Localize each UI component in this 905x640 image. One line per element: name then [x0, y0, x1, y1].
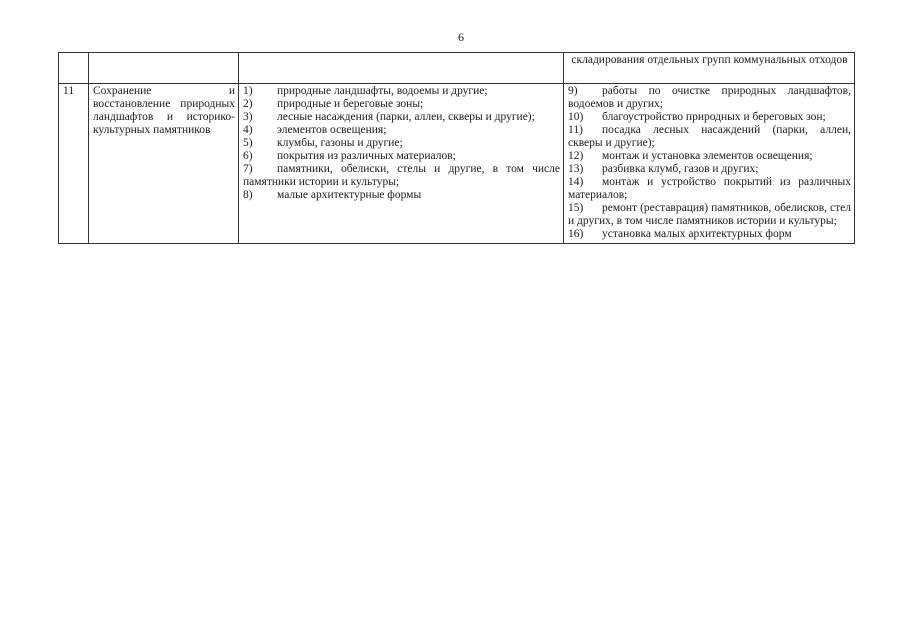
continuation-cell: складирования отдельных групп коммунальных отходов: [564, 53, 855, 84]
list-item: 2) природные и береговые зоны;: [243, 98, 424, 110]
list-item: 9) работы по очистке природных ландшафтов, водоемов и других;: [568, 85, 851, 110]
empty-cell: [59, 53, 89, 84]
row-number: 11: [59, 84, 89, 244]
empty-cell: [89, 53, 239, 84]
page-number: 6: [458, 30, 464, 44]
list-item: 11) посадка лесных насаждений (парки, аллеи, скверы и другие);: [568, 124, 851, 149]
continuation-row: [59, 53, 855, 84]
list-item: 10) благоустройство природных и береговых зон;: [568, 111, 826, 123]
list-item: 5) клумбы, газоны и другие;: [243, 137, 403, 149]
objects-cell: [239, 84, 564, 244]
list-item: 6) покрытия из различных материалов;: [243, 150, 456, 162]
list-item: 12) монтаж и установка элементов освещения;: [568, 150, 813, 162]
list-item: 13) разбивка клумб, газов и других;: [568, 163, 759, 175]
measures-table: [58, 52, 855, 244]
list-item: 4) элементов освещения;: [243, 124, 387, 136]
table-row: [59, 84, 855, 244]
list-item: 16) установка малых архитектурных форм: [568, 228, 792, 240]
list-item: 7) памятники, обелиски, стелы и другие, в том числе памятники истории и культуры;: [243, 163, 560, 188]
works-cell: [564, 84, 855, 244]
row-title: Сохранение и восстановление природных ландшафтов и историко-культурных памятников: [89, 84, 239, 244]
empty-cell: [239, 53, 564, 84]
list-item: 3) лесные насаждения (парки, аллеи, скверы и другие);: [243, 111, 535, 123]
list-item: 14) монтаж и устройство покрытий из различных материалов;: [568, 176, 851, 201]
list-item: 8) малые архитектурные формы: [243, 189, 422, 201]
list-item: 15) ремонт (реставрация) памятников, обелисков, стел и других, в том числе памятников истории и культуры;: [568, 202, 851, 227]
list-item: 1) природные ландшафты, водоемы и другие;: [243, 85, 488, 97]
